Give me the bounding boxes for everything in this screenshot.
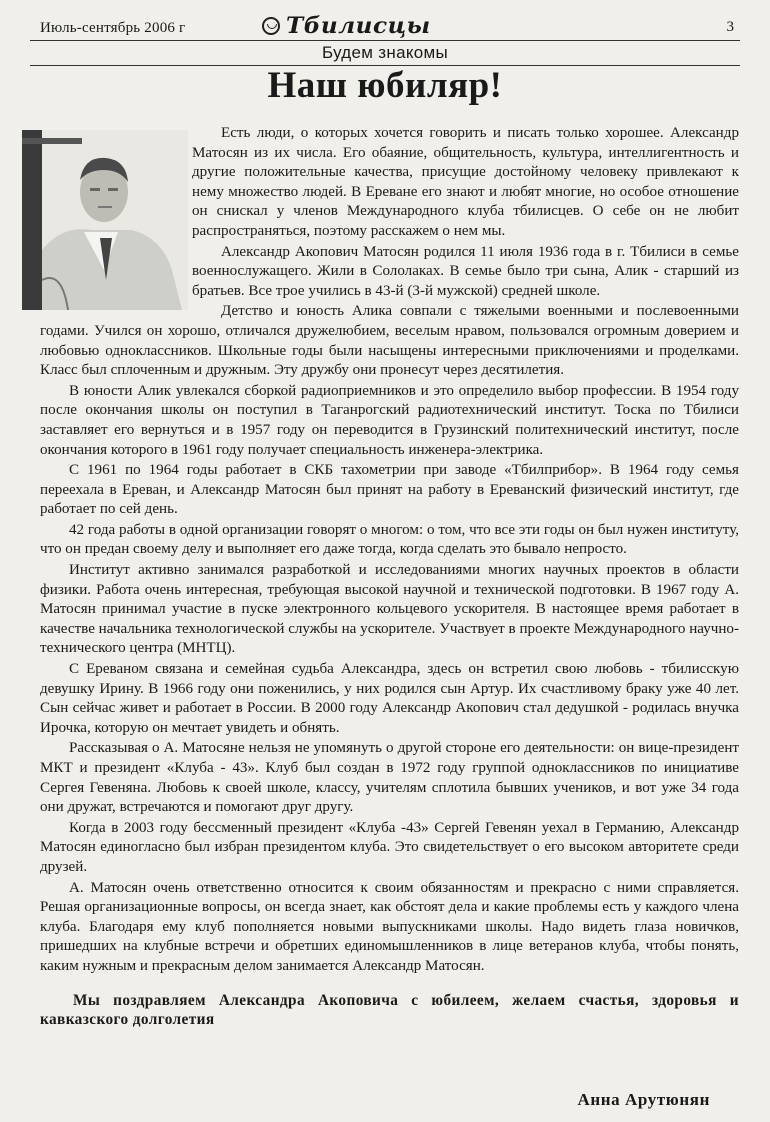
- article-paragraph: Институт активно занимался разработкой и исследованиями многих научных проектов в области физики. Работа очень интересная, требующая высокой научной и технической подготовки. В 1967 году А. Матосян принимал участие в пуске электронного кольцевого ускорителя. В настоящее время работает в качестве начальника технологической службы на ускорителе. Участвует в проекте Международного научно-технического центра (МНТЦ).: [40, 562, 739, 657]
- article-title: Наш юбиляр!: [267, 65, 503, 106]
- article-paragraph: С 1961 по 1964 годы работает в СКБ тахометрии при заводе «Тбилприбор». В 1964 году семья переехала в Ереван, и Александр Матосян был принят на работу в Ереванский физический институт, где работает по сей день.: [40, 462, 739, 518]
- greeting-paragraph: Мы поздравляем Александра Акоповича с юбилеем, желаем счастья, здоровья и кавказского долголетия: [40, 991, 739, 1029]
- issue-date: Июль-сентябрь 2006 г: [40, 20, 186, 36]
- article-paragraph: С Ереваном связана и семейная судьба Александра, здесь он встретил свою любовь - тбилисскую девушку Ирину. В 1966 году они поженились, у них родился сын Артур. Их счастливому браку уже 40 лет. Сын сейчас живет и работает в России. В 2000 году Александр Акопович стал дедушкой - родилась внучка Ирочка, которую он мечтает увидеть и обнять.: [40, 661, 739, 736]
- article-paragraph: 42 года работы в одной организации говорят о многом: о том, что все эти годы он был нужен институту, что он предан своему делу и выполняет его даже тогда, когда сделать это бывало непросто.: [40, 521, 739, 558]
- running-header: [40, 14, 734, 40]
- article-paragraph: Есть люди, о которых хочется говорить и писать только хорошее. Александр Матосян из их числа. Его обаяние, общительность, культура, интеллигентность и другие положительные качества, присущие достойному человеку привлекают к нему множество людей. В Ереване его знают и любят многие, но особое отношение он снискал у членов Международного клуба тбилисцев. О себе он не любит распространяться, поэтому расскажем о нем мы.: [192, 125, 739, 239]
- article-paragraph: Детство и юность Алика совпали с тяжелыми военными и послевоенными годами. Учился он хорошо, отличался дружелюбием, веселым нравом, пользовался огромным доверием и любовью одноклассников. Школьные годы были насыщены интересными приключениями и проделками. Класс был сплоченным и дружным. Эту дружбу они пронесут через десятилетия.: [40, 303, 739, 379]
- page-number: 3: [726, 19, 734, 35]
- author-signature: Анна Арутюнян: [577, 1090, 710, 1109]
- article-paragraph: Александр Акопович Матосян родился 11 июля 1936 года в г. Тбилиси в семье военнослужащего. Жили в Сололаках. В семье было три сына, Алик - старший из братьев. Все трое учились в 43-й (3-й мужской) средней школе.: [192, 243, 739, 299]
- article-paragraph: Когда в 2003 году бессменный президент «Клуба -43» Сергей Гевенян уехал в Германию, Александр Матосян единогласно был избран президентом клуба. Это свидетельствует о его высоком авторитете среди друзей.: [40, 819, 739, 875]
- header-rule-top: [30, 40, 740, 41]
- section-rubric: Будем знакомы: [321, 43, 449, 62]
- article-paragraph: Рассказывая о А. Матосяне нельзя не упомянуть о другой стороне его деятельности: он вице-президент МКТ и президент «Клуба - 43». Клуб был создан в 1972 году группой одноклассников по инициативе Сергея Гевеняна. Любовь к своей школе, классу, учителям сплотила бывших учеников, и вот уже 34 года они дружат, встречаются и помогают друг другу.: [40, 740, 739, 816]
- logo-text: Тбилисцы: [286, 13, 431, 39]
- logo-emblem-icon: [262, 17, 280, 35]
- article-body: [40, 124, 739, 1030]
- photo-float-space: [22, 124, 192, 309]
- article-paragraph: А. Матосян очень ответственно относится к своим обязанностям и прекрасно с ними справляется. Решая организационные вопросы, он всегда знает, как обстоят дела и какие проблемы есть у каждого члена клуба. Благодаря ему клуб пополняется новыми выпускниками школы. Надо видеть глаза новичков, пришедших на клубные встречи и обретших единомышленников в лице ветеранов клуба, чтобы понять, каким нужным и прекрасным делом занимается Александр Матосян.: [40, 879, 739, 974]
- newspaper-logo: [262, 14, 472, 40]
- article-paragraph: В юности Алик увлекался сборкой радиоприемников и это определило выбор профессии. В 1954 году после окончания школы он поступил в Таганрогский радиотехнический институт. Тоска по Тбилиси заставляет его вернуться и в 1957 году он переводится в Грузинский политехнический институт, после окончания которого в 1961 году получает специальность инженера-электрика.: [40, 382, 739, 458]
